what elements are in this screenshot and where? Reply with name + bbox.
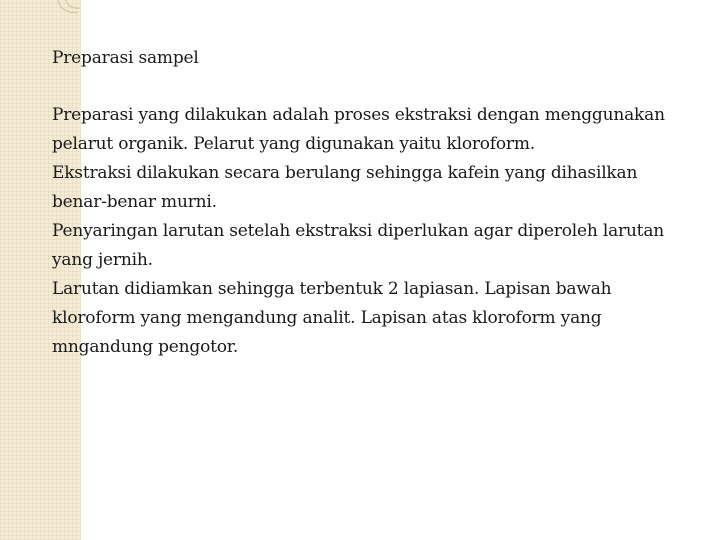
paragraph-preparation: Preparasi yang dilakukan adalah proses ekstraksi dengan menggunakan pelarut organik. Pelarut yang digunakan yaitu kloroform. <box>52 105 665 154</box>
slide-title: Preparasi sampel <box>52 48 199 68</box>
slide-content <box>52 44 697 362</box>
paragraph-layers: Larutan didiamkan sehingga terbentuk 2 lapiasan. Lapisan bawah kloroform yang mengandung analit. Lapisan atas kloroform yang mngandung pengotor. <box>52 279 612 357</box>
paragraph-extraction: Ekstraksi dilakukan secara berulang sehingga kafein yang dihasilkan benar-benar murni. <box>52 163 638 212</box>
paragraph-filtering: Penyaringan larutan setelah ekstraksi diperlukan agar diperoleh larutan yang jernih. <box>52 221 665 270</box>
corner-swirl-decoration <box>0 0 80 40</box>
